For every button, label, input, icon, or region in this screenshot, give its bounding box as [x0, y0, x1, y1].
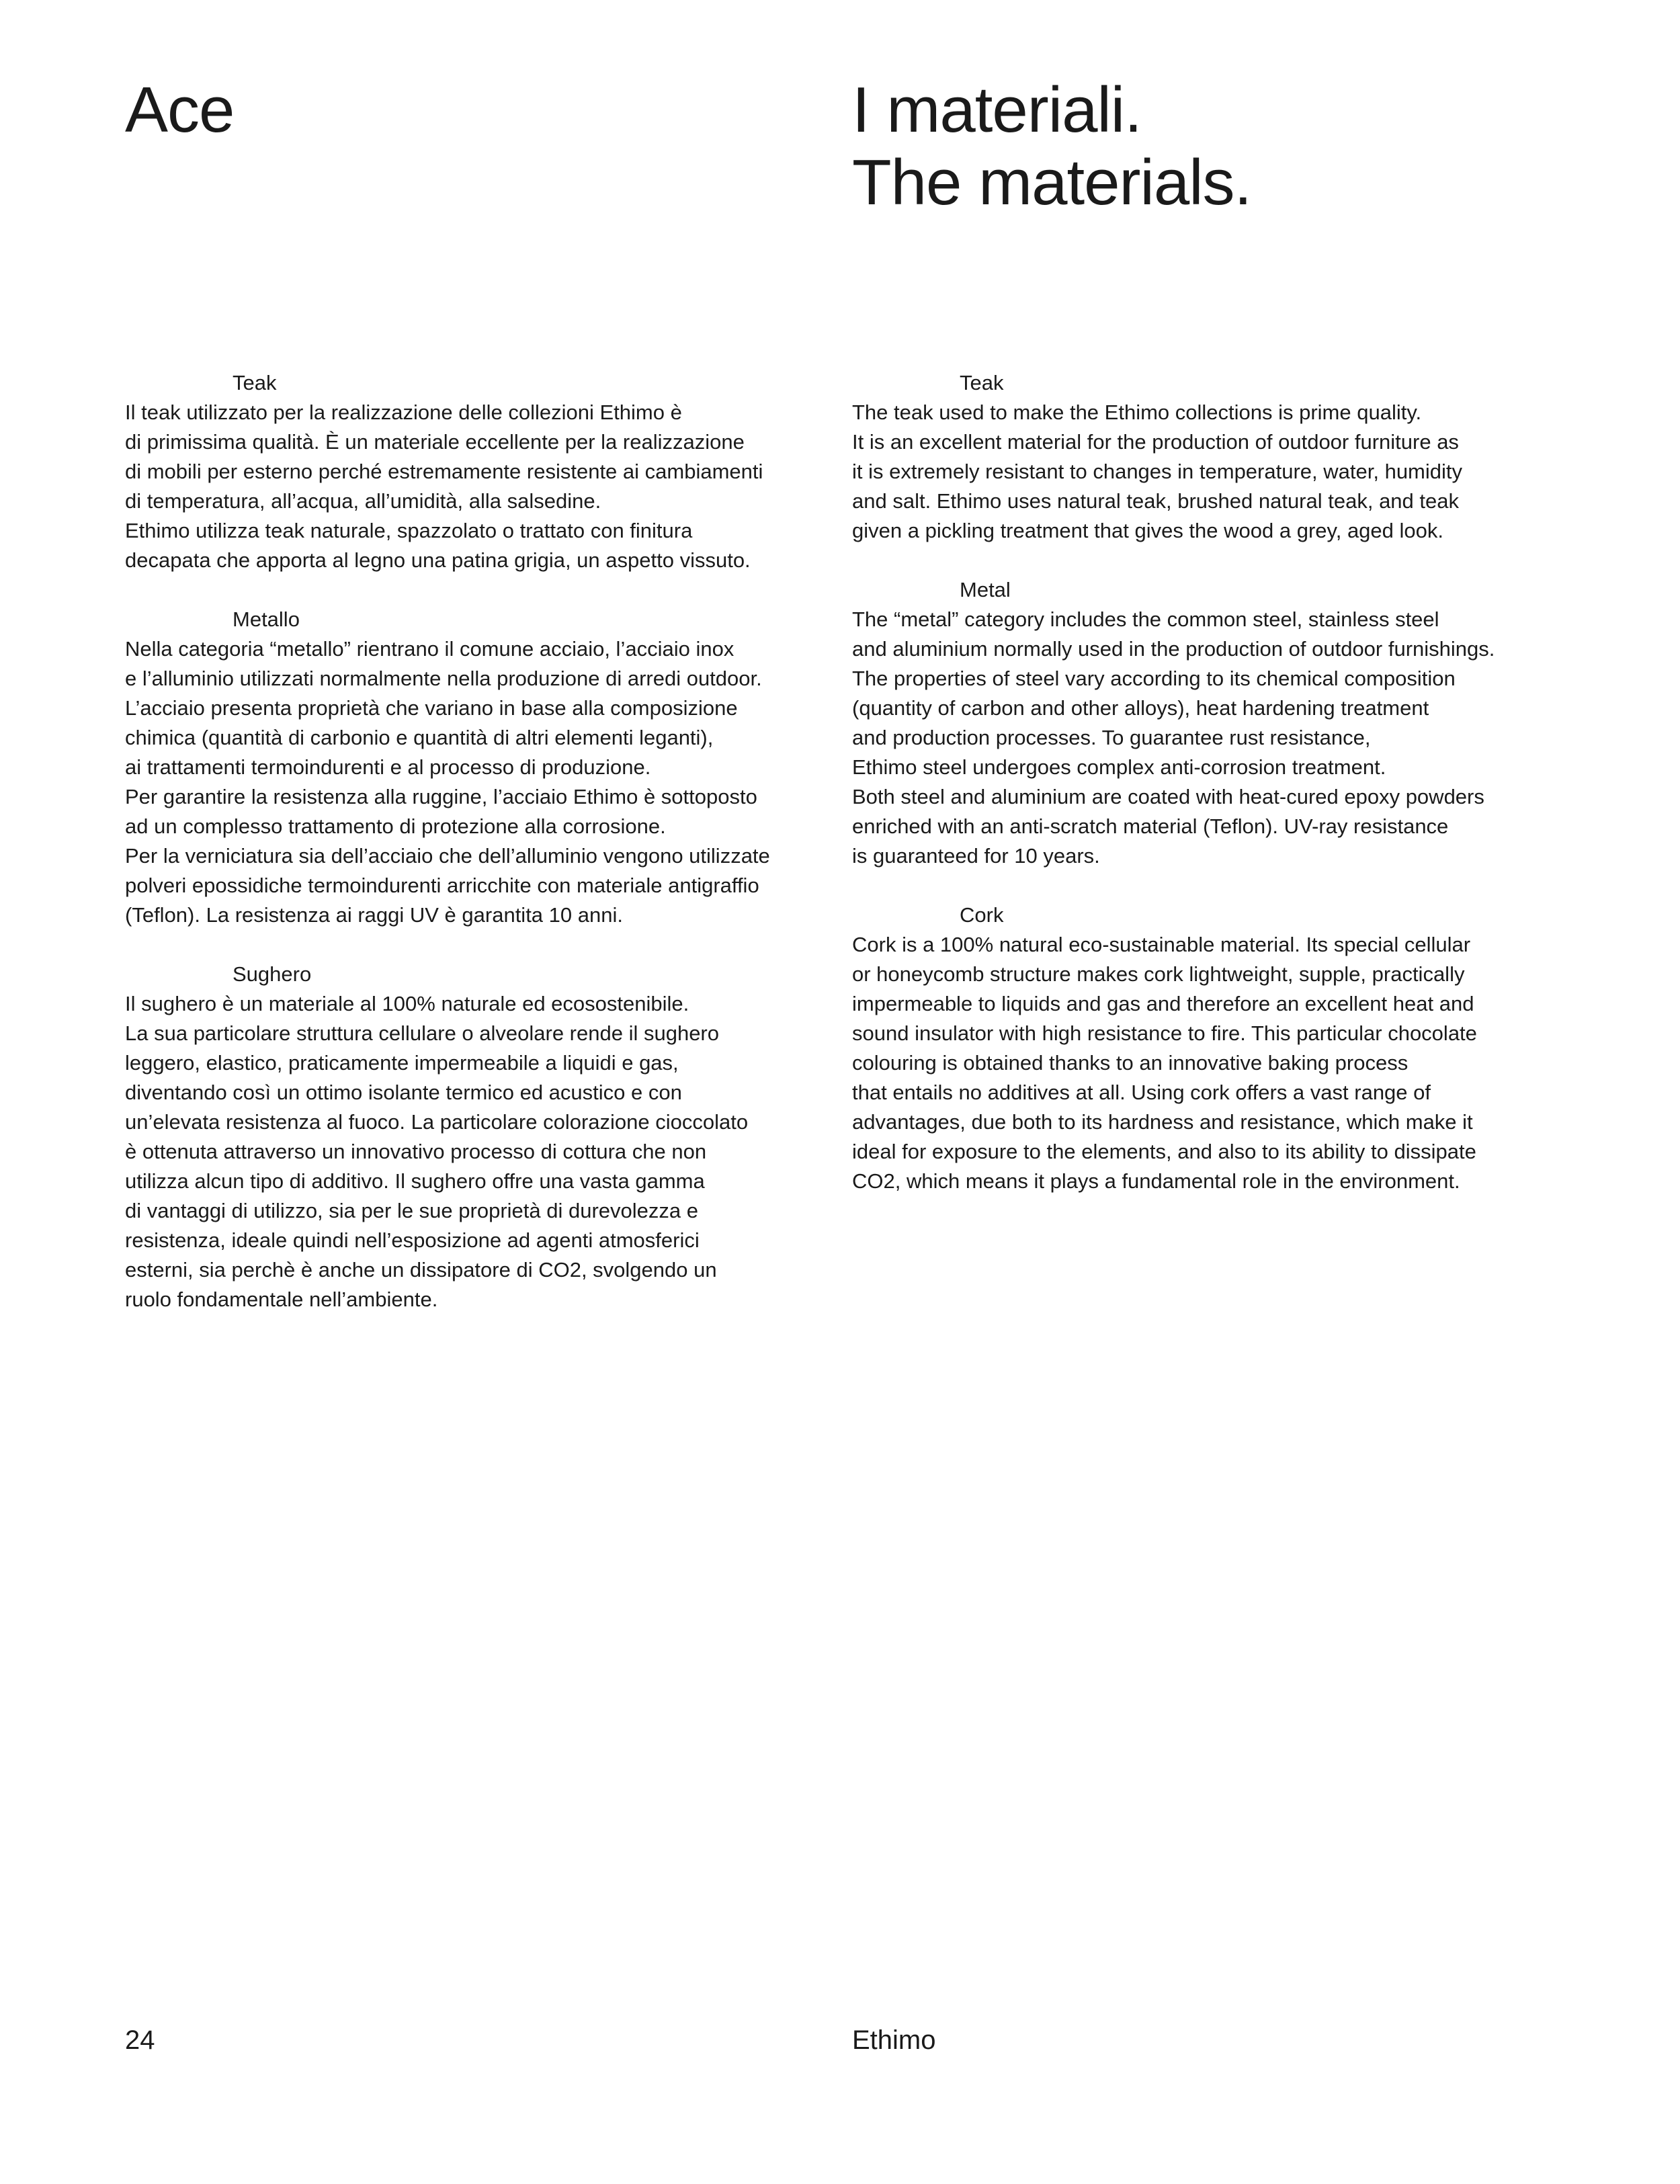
- body-line: Cork is a 100% natural eco-sustainable material. Its special cellular: [852, 933, 1471, 956]
- body-line: La sua particolare struttura cellulare o alveolare rende il sughero: [125, 1021, 719, 1045]
- material-section: [125, 960, 837, 1314]
- section-body: [852, 605, 1578, 871]
- body-line: L’acciaio presenta proprietà che variano in base alla composizione: [125, 696, 738, 720]
- body-line: Il sughero è un materiale al 100% naturale ed ecosostenibile.: [125, 992, 689, 1015]
- section-body: [852, 398, 1578, 546]
- section-heading: Sughero: [233, 962, 312, 986]
- body-line: colouring is obtained thanks to an innovative baking process: [852, 1051, 1409, 1075]
- material-section: [852, 900, 1578, 1196]
- body-line: and production processes. To guarantee rust resistance,: [852, 726, 1371, 749]
- section-body: [125, 398, 837, 575]
- body-line: Per la verniciatura sia dell’acciaio che dell’alluminio vengono utilizzate: [125, 844, 770, 868]
- body-line: impermeable to liquids and gas and therefore an excellent heat and: [852, 992, 1474, 1015]
- page-number: 24: [125, 2025, 155, 2055]
- body-line: and aluminium normally used in the production of outdoor furnishings.: [852, 637, 1495, 661]
- body-line: chimica (quantità di carbonio e quantità di altri elementi leganti),: [125, 726, 714, 749]
- body-line: and salt. Ethimo uses natural teak, brushed natural teak, and teak: [852, 489, 1459, 513]
- body-line: è ottenuta attraverso un innovativo processo di cottura che non: [125, 1140, 707, 1163]
- body-line: (Teflon). La resistenza ai raggi UV è garantita 10 anni.: [125, 903, 623, 927]
- body-line: un’elevata resistenza al fuoco. La particolare colorazione cioccolato: [125, 1110, 749, 1134]
- material-section: [852, 368, 1578, 546]
- section-heading: Cork: [960, 903, 1004, 927]
- body-line: utilizza alcun tipo di additivo. Il sughero offre una vasta gamma: [125, 1169, 705, 1193]
- body-line: e l’alluminio utilizzati normalmente nella produzione di arredi outdoor.: [125, 667, 762, 690]
- body-line: It is an excellent material for the production of outdoor furniture as: [852, 430, 1459, 454]
- page-title: [852, 74, 1251, 219]
- section-heading: Teak: [233, 371, 277, 394]
- body-line: that entails no additives at all. Using cork offers a vast range of: [852, 1081, 1431, 1104]
- material-section: [125, 368, 837, 575]
- english-column: [852, 368, 1578, 1226]
- body-line: di temperatura, all’acqua, all’umidità, alla salsedine.: [125, 489, 601, 513]
- body-line: Ethimo utilizza teak naturale, spazzolato o trattato con finitura: [125, 519, 693, 542]
- body-line: Per garantire la resistenza alla ruggine, l’acciaio Ethimo è sottoposto: [125, 785, 757, 808]
- page-title-english: The materials.: [852, 146, 1252, 218]
- section-body: [125, 989, 837, 1314]
- body-line: ideal for exposure to the elements, and also to its ability to dissipate: [852, 1140, 1476, 1163]
- section-body: [852, 930, 1578, 1196]
- section-body: [125, 634, 837, 930]
- body-line: polveri epossidiche termoindurenti arricchite con materiale antigraffio: [125, 874, 759, 897]
- body-line: leggero, elastico, praticamente impermeabile a liquidi e gas,: [125, 1051, 679, 1075]
- collection-title: [125, 74, 234, 146]
- body-line: diventando così un ottimo isolante termico ed acustico e con: [125, 1081, 682, 1104]
- body-line: The teak used to make the Ethimo collections is prime quality.: [852, 401, 1422, 424]
- body-line: di mobili per esterno perché estremamente resistente ai cambiamenti: [125, 460, 763, 483]
- collection-title-text: Ace: [125, 74, 235, 146]
- material-section: [852, 575, 1578, 871]
- section-heading: Metallo: [233, 607, 300, 631]
- page-title-italian: I materiali.: [852, 74, 1142, 146]
- body-line: (quantity of carbon and other alloys), heat hardening treatment: [852, 696, 1429, 720]
- body-line: Both steel and aluminium are coated with heat-cured epoxy powders: [852, 785, 1484, 808]
- body-line: The “metal” category includes the common steel, stainless steel: [852, 607, 1439, 631]
- body-line: is guaranteed for 10 years.: [852, 844, 1100, 868]
- body-line: The properties of steel vary according to its chemical composition: [852, 667, 1456, 690]
- body-line: enriched with an anti-scratch material (Teflon). UV-ray resistance: [852, 814, 1449, 838]
- body-line: esterni, sia perchè è anche un dissipatore di CO2, svolgendo un: [125, 1258, 717, 1282]
- body-line: CO2, which means it plays a fundamental role in the environment.: [852, 1169, 1460, 1193]
- body-line: given a pickling treatment that gives the wood a grey, aged look.: [852, 519, 1444, 542]
- body-line: ai trattamenti termoindurenti e al processo di produzione.: [125, 755, 651, 779]
- body-line: ruolo fondamentale nell’ambiente.: [125, 1288, 438, 1311]
- body-line: Nella categoria “metallo” rientrano il comune acciaio, l’acciaio inox: [125, 637, 734, 661]
- body-line: advantages, due both to its hardness and resistance, which make it: [852, 1110, 1473, 1134]
- section-heading: Teak: [960, 371, 1004, 394]
- body-line: resistenza, ideale quindi nell’esposizione ad agenti atmosferici: [125, 1228, 700, 1252]
- body-line: sound insulator with high resistance to fire. This particular chocolate: [852, 1021, 1477, 1045]
- body-line: decapata che apporta al legno una patina grigia, un aspetto vissuto.: [125, 548, 751, 572]
- section-heading: Metal: [960, 578, 1011, 601]
- italian-column: [125, 368, 837, 1344]
- body-line: it is extremely resistant to changes in temperature, water, humidity: [852, 460, 1463, 483]
- body-line: ad un complesso trattamento di protezione alla corrosione.: [125, 814, 666, 838]
- brand-name: Ethimo: [852, 2025, 936, 2055]
- body-line: Il teak utilizzato per la realizzazione delle collezioni Ethimo è: [125, 401, 682, 424]
- body-line: Ethimo steel undergoes complex anti-corrosion treatment.: [852, 755, 1386, 779]
- body-line: or honeycomb structure makes cork lightweight, supple, practically: [852, 962, 1465, 986]
- body-line: di vantaggi di utilizzo, sia per le sue proprietà di durevolezza e: [125, 1199, 698, 1222]
- body-line: di primissima qualità. È un materiale eccellente per la realizzazione: [125, 430, 745, 454]
- material-section: [125, 605, 837, 930]
